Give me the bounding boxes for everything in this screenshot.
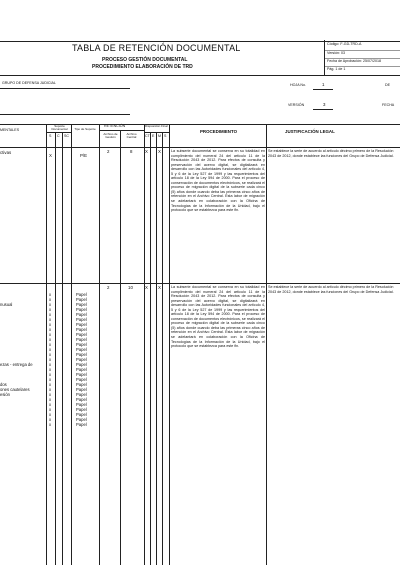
document-type-list bbox=[0, 292, 45, 427]
list-item: x bbox=[49, 302, 52, 308]
list-item: Papel bbox=[76, 387, 87, 393]
list-item: x bbox=[49, 382, 52, 388]
list-item: Papel bbox=[76, 342, 87, 348]
disp-m-mark: X bbox=[158, 285, 161, 290]
list-item: Papel bbox=[76, 407, 87, 413]
list-item: Papel bbox=[76, 422, 87, 428]
list-item: x bbox=[49, 337, 52, 343]
list-item: Papel bbox=[76, 352, 87, 358]
process-name: PROCESO GESTIÓN DOCUMENTAL bbox=[102, 57, 188, 63]
list-item: x bbox=[49, 322, 52, 328]
list-item: Papel bbox=[76, 327, 87, 333]
list-item: x bbox=[49, 327, 52, 333]
soporte-marks bbox=[49, 292, 51, 427]
justificacion-header: JUSTIFICACIÓN LEGAL bbox=[285, 129, 335, 134]
retencion-gestion: 2 bbox=[107, 285, 110, 290]
list-item: Papel bbox=[76, 377, 87, 383]
disp-ct-mark: X bbox=[145, 149, 148, 154]
soporte-header: Soporte Documental bbox=[51, 124, 68, 131]
central-header: Archivo Central bbox=[126, 132, 137, 139]
gestion-header: Archivo de Gestión bbox=[103, 132, 118, 139]
list-item: Papel bbox=[76, 382, 87, 388]
list-item: Papel bbox=[76, 322, 87, 328]
disp-col-m: M bbox=[158, 134, 161, 138]
list-item bbox=[0, 422, 45, 427]
list-item: Papel bbox=[76, 297, 87, 303]
list-item: x bbox=[49, 407, 52, 413]
list-item: Papel bbox=[76, 347, 87, 353]
page-count: Pág. 1 de 1 bbox=[327, 67, 346, 71]
disp-col-s: S bbox=[164, 134, 167, 138]
list-item: Papel bbox=[76, 312, 87, 318]
procedure-name: PROCEDIMIENTO ELABORACIÓN DE TRD bbox=[92, 64, 193, 70]
tipo-soporte-list bbox=[76, 292, 87, 427]
list-item: x bbox=[49, 417, 52, 423]
list-item: x bbox=[49, 377, 52, 383]
list-item: Papel bbox=[76, 367, 87, 373]
series-name: ctivas bbox=[0, 150, 12, 155]
list-item: esión bbox=[0, 392, 11, 398]
list-item: Papel bbox=[76, 357, 87, 363]
tipo-header: Tipo de Soporte bbox=[74, 127, 96, 131]
list-item: Papel bbox=[76, 332, 87, 338]
list-item: x bbox=[49, 412, 52, 418]
hoja-value: 1 bbox=[322, 82, 325, 87]
disp-m-mark: X bbox=[158, 149, 161, 154]
list-item: Papel bbox=[76, 412, 87, 418]
list-item: Papel bbox=[76, 392, 87, 398]
list-item: x bbox=[49, 362, 52, 368]
version-value: 3 bbox=[323, 102, 326, 107]
retencion-header: RETENCIÓN bbox=[104, 124, 126, 128]
doc-version: Versión: 03 bbox=[327, 51, 345, 55]
retencion-gestion: 2 bbox=[107, 149, 110, 154]
list-item: Papel bbox=[76, 317, 87, 323]
soporte-col-sc: SC bbox=[64, 134, 69, 138]
doc-code: Código: F-GD-TRD-A bbox=[327, 42, 362, 46]
retencion-central: 10 bbox=[128, 285, 133, 290]
list-item: Papel bbox=[76, 362, 87, 368]
list-item: x bbox=[49, 307, 52, 313]
list-item: Papel bbox=[76, 397, 87, 403]
soporte-mark: X bbox=[49, 153, 52, 158]
list-item: Papel bbox=[76, 292, 87, 297]
approval-date: Fecha de Aprobación: 25/07/2018 bbox=[327, 59, 381, 63]
list-item: x bbox=[49, 402, 52, 408]
justification-text: Se establece la serie de acuerdo al artículo décimo primero de la Resolución 2043 de 2012, donde establece las funciones del Grupo de Defensa Judicial. bbox=[268, 285, 394, 294]
list-item: x bbox=[49, 317, 52, 323]
justification-text: Se establece la serie de acuerdo al artículo décimo primero de la Resolución 2043 de 2012, donde establece las funciones del Grupo de Defensa Judicial. bbox=[268, 149, 394, 158]
list-item: x bbox=[49, 312, 52, 318]
list-item: x bbox=[49, 422, 52, 428]
de-label: DE bbox=[385, 83, 390, 87]
fecha-label: FECHA bbox=[382, 103, 395, 107]
disp-col-ct: CT bbox=[145, 134, 150, 138]
list-item: Papel bbox=[76, 307, 87, 313]
list-item: x bbox=[49, 342, 52, 348]
list-item: x bbox=[49, 397, 52, 403]
list-item: Papel bbox=[76, 302, 87, 308]
hoja-label: HOJA No. bbox=[290, 83, 306, 87]
list-item: x bbox=[49, 332, 52, 338]
list-item: x bbox=[49, 387, 52, 393]
list-item: x bbox=[49, 347, 52, 353]
list-item: nusual bbox=[0, 302, 13, 308]
list-item: x bbox=[49, 297, 52, 303]
list-item: Papel bbox=[76, 337, 87, 343]
list-item: x bbox=[49, 292, 52, 297]
disposicion-header: Disposición Final bbox=[145, 124, 168, 128]
list-item: x bbox=[49, 392, 52, 398]
disp-ct-mark: X bbox=[145, 285, 148, 290]
soporte-col-c: C bbox=[57, 134, 60, 138]
list-item: dos bbox=[0, 382, 7, 388]
list-item: ones cautelares bbox=[0, 387, 30, 393]
list-item: Papel bbox=[76, 372, 87, 378]
version-label: VERSIÓN bbox=[288, 103, 305, 107]
retencion-central: 8 bbox=[130, 149, 133, 154]
soporte-col-s: S bbox=[49, 134, 52, 138]
procedimiento-header: PROCEDIMIENTO bbox=[200, 129, 237, 134]
list-item: x bbox=[49, 357, 52, 363]
list-item: x bbox=[49, 352, 52, 358]
list-item: x bbox=[49, 372, 52, 378]
list-item: Papel bbox=[76, 417, 87, 423]
series-header: MENTALES bbox=[0, 128, 20, 132]
list-item: x bbox=[49, 367, 52, 373]
procedure-text: La subserie documental se conserva en su totalidad en cumplimiento del numeral 24 del artículo 11 de la Resolución 2043 de 2012. Para efectos de consulta y preservación del acervo digital, se digitalizará en desarrollo con las Autoridades funcionales del artículo 4, 5 y 6 de la Ley 527 de 1999 y las requerimientos del artículo 18 de la Ley 594 de 2000. Para el proceso de conservación de documentos electrónicos, se realizará el proceso de migración digital de la subserie cada cinco (5) años donde cuando deba las primeras cinco años de retención en el Archivo Central. Esta labor de migración se adelantará en colaboración con la Oficina de Tecnologías de la Información de la Unidad, bajo el protocolo que se establezca para este fin. bbox=[171, 285, 265, 349]
office-name: GRUPO DE DEFENSA JUDICIAL bbox=[2, 81, 56, 85]
document-title: TABLA DE RETENCIÓN DOCUMENTAL bbox=[72, 43, 241, 53]
tipo-soporte: P/E bbox=[80, 153, 88, 158]
disp-col-e: E bbox=[152, 134, 155, 138]
list-item: Papel bbox=[76, 402, 87, 408]
list-item: ezas - entrega de bbox=[0, 362, 33, 368]
procedure-text: La subserie documental se conserva en su totalidad en cumplimiento del numeral 24 del artículo 11 de la Resolución 2043 de 2012. Para efectos de consulta y preservación del acervo digital, se digitalizará en desarrollo con las Autoridades funcionales del artículo 4, 5 y 6 de la Ley 527 de 1999 y las requerimientos del artículo 18 de la Ley 594 de 2000. Para el proceso de conservación de documentos electrónicos, se realizará el proceso de migración digital de la subserie cada cinco (5) años donde cuando deba las primeras cinco años de retención en el Archivo Central. Esta labor de migración se adelantará en colaboración con la Oficina de Tecnologías de la Información de la Unidad, bajo el protocolo que se establezca para este fin. bbox=[171, 149, 265, 213]
